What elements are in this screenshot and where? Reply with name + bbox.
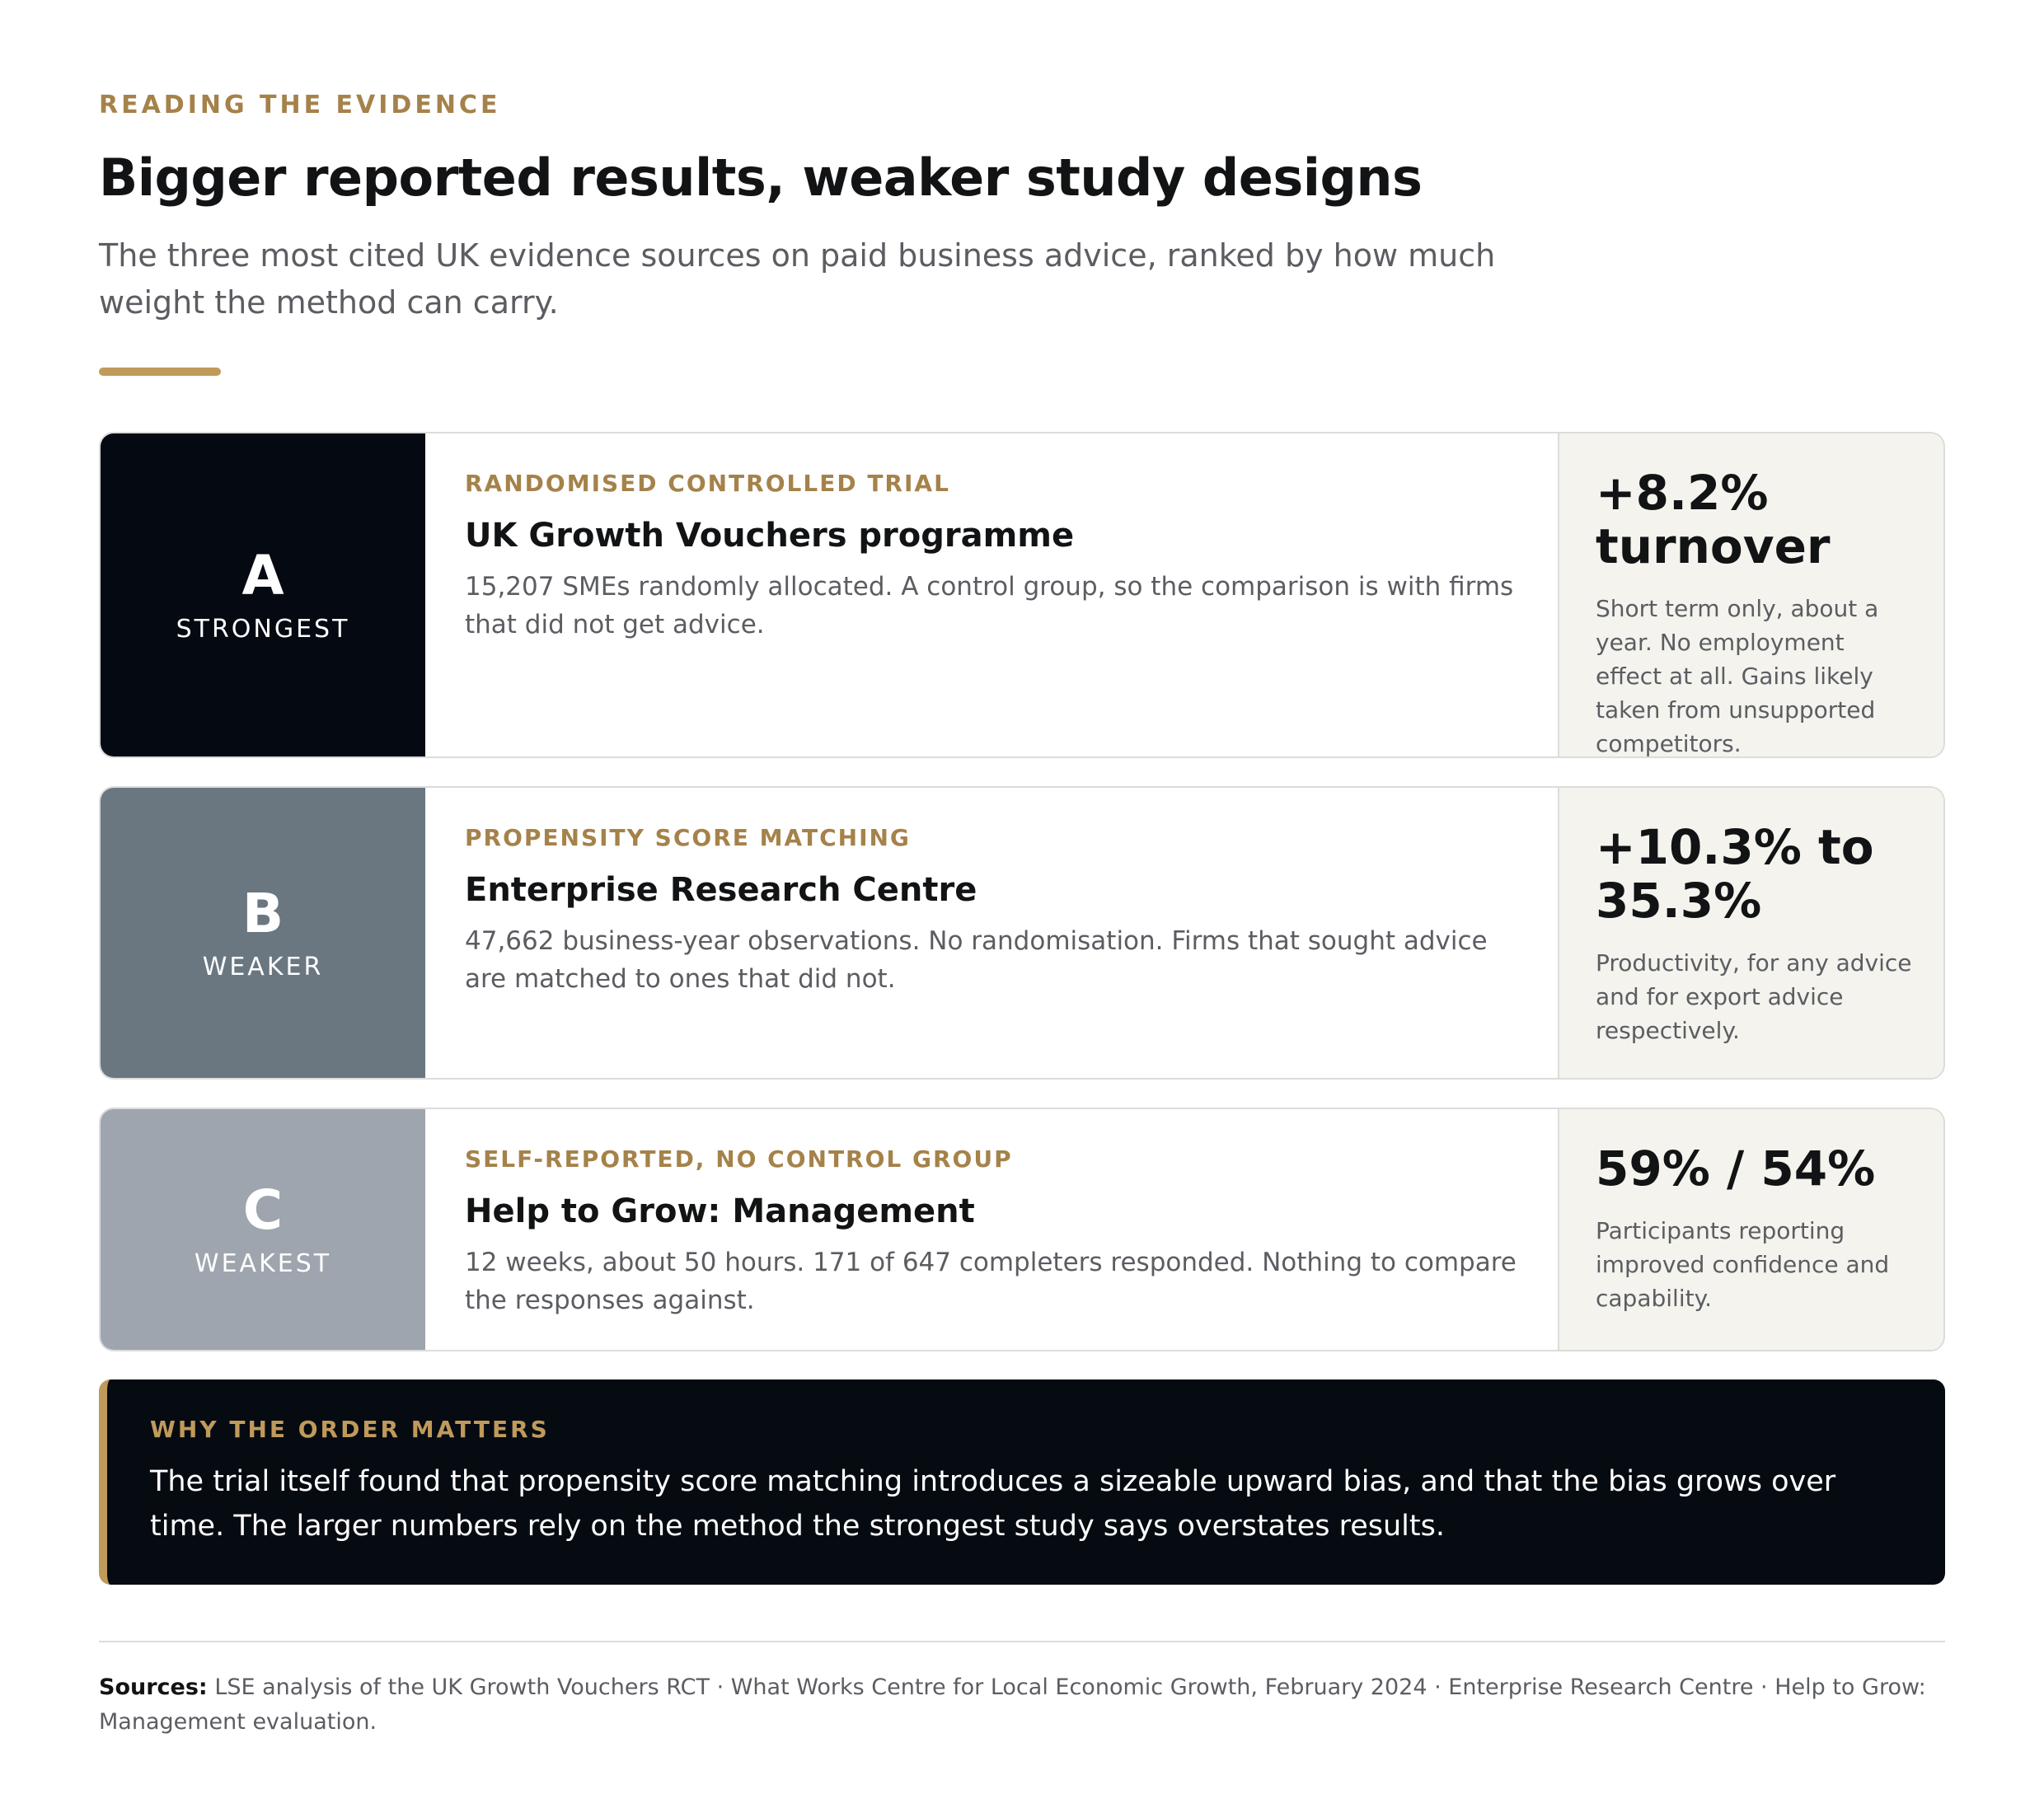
- evidence-card-a: [99, 432, 1945, 758]
- rank-block-a: [101, 433, 425, 756]
- page-subtitle: The three most cited UK evidence sources on paid business advice, ranked by how much weight the method can carry.: [99, 237, 1496, 321]
- result-figure: 59% / 54%: [1596, 1141, 1876, 1197]
- result-note: Productivity, for any advice and for export advice respectively.: [1596, 949, 1912, 1044]
- sources-label: Sources:: [99, 1675, 208, 1700]
- study-method: RANDOMISED CONTROLLED TRIAL: [465, 470, 950, 497]
- study-result: [1559, 1109, 1943, 1350]
- sources-note: [99, 1670, 1945, 1740]
- callout-text: The trial itself found that propensity score matching introduces a sizeable upward bias, and that the bias grows over time. The larger numbers rely on the method the strongest study says overstates results.: [150, 1465, 1836, 1543]
- rank-label: WEAKER: [202, 952, 324, 981]
- result-figure: +8.2% turnover: [1596, 465, 1831, 574]
- result-note: Participants reporting improved confidence and capability.: [1596, 1217, 1890, 1312]
- study-name: Help to Grow: Management: [465, 1192, 975, 1230]
- sources-text: LSE analysis of the UK Growth Vouchers RCT · What Works Centre for Local Economic Growth, February 2024 · Enterprise Research Centre · Help to Grow: Management evaluation.: [99, 1675, 1926, 1735]
- result-figure: +10.3% to 35.3%: [1596, 819, 1874, 929]
- rank-block-b: [101, 788, 425, 1078]
- rank-letter: A: [241, 543, 284, 607]
- study-name: Enterprise Research Centre: [465, 871, 977, 909]
- study-method: PROPENSITY SCORE MATCHING: [465, 824, 911, 851]
- accent-rule: [99, 368, 221, 376]
- study-description: 15,207 SMEs randomly allocated. A control group, so the comparison is with firms that did not get advice.: [465, 572, 1514, 639]
- evidence-cards: [99, 432, 1945, 1351]
- rank-label: STRONGEST: [176, 614, 350, 644]
- callout-label: WHY THE ORDER MATTERS: [150, 1416, 550, 1443]
- study-method: SELF-REPORTED, NO CONTROL GROUP: [465, 1145, 1013, 1173]
- footer-divider: [99, 1641, 1945, 1642]
- study-body: [425, 788, 1559, 1078]
- study-result: [1559, 788, 1943, 1078]
- rank-letter: C: [242, 1178, 284, 1242]
- eyebrow: READING THE EVIDENCE: [99, 91, 501, 119]
- study-body: [425, 1109, 1559, 1350]
- rank-label: WEAKEST: [194, 1248, 332, 1278]
- result-note: Short term only, about a year. No employment effect at all. Gains likely taken from unsupported competitors.: [1596, 595, 1879, 757]
- rank-block-c: [101, 1109, 425, 1350]
- study-description: 47,662 business-year observations. No randomisation. Firms that sought advice are matched to ones that did not.: [465, 926, 1488, 994]
- study-name: UK Growth Vouchers programme: [465, 517, 1075, 555]
- page-title: Bigger reported results, weaker study designs: [99, 148, 1423, 208]
- rank-letter: B: [241, 881, 284, 945]
- evidence-card-b: [99, 786, 1945, 1080]
- callout-box: [99, 1379, 1945, 1585]
- study-body: [425, 433, 1559, 756]
- evidence-card-c: [99, 1108, 1945, 1351]
- study-description: 12 weeks, about 50 hours. 171 of 647 completers responded. Nothing to compare the responses against.: [465, 1248, 1517, 1315]
- study-result: [1559, 433, 1943, 756]
